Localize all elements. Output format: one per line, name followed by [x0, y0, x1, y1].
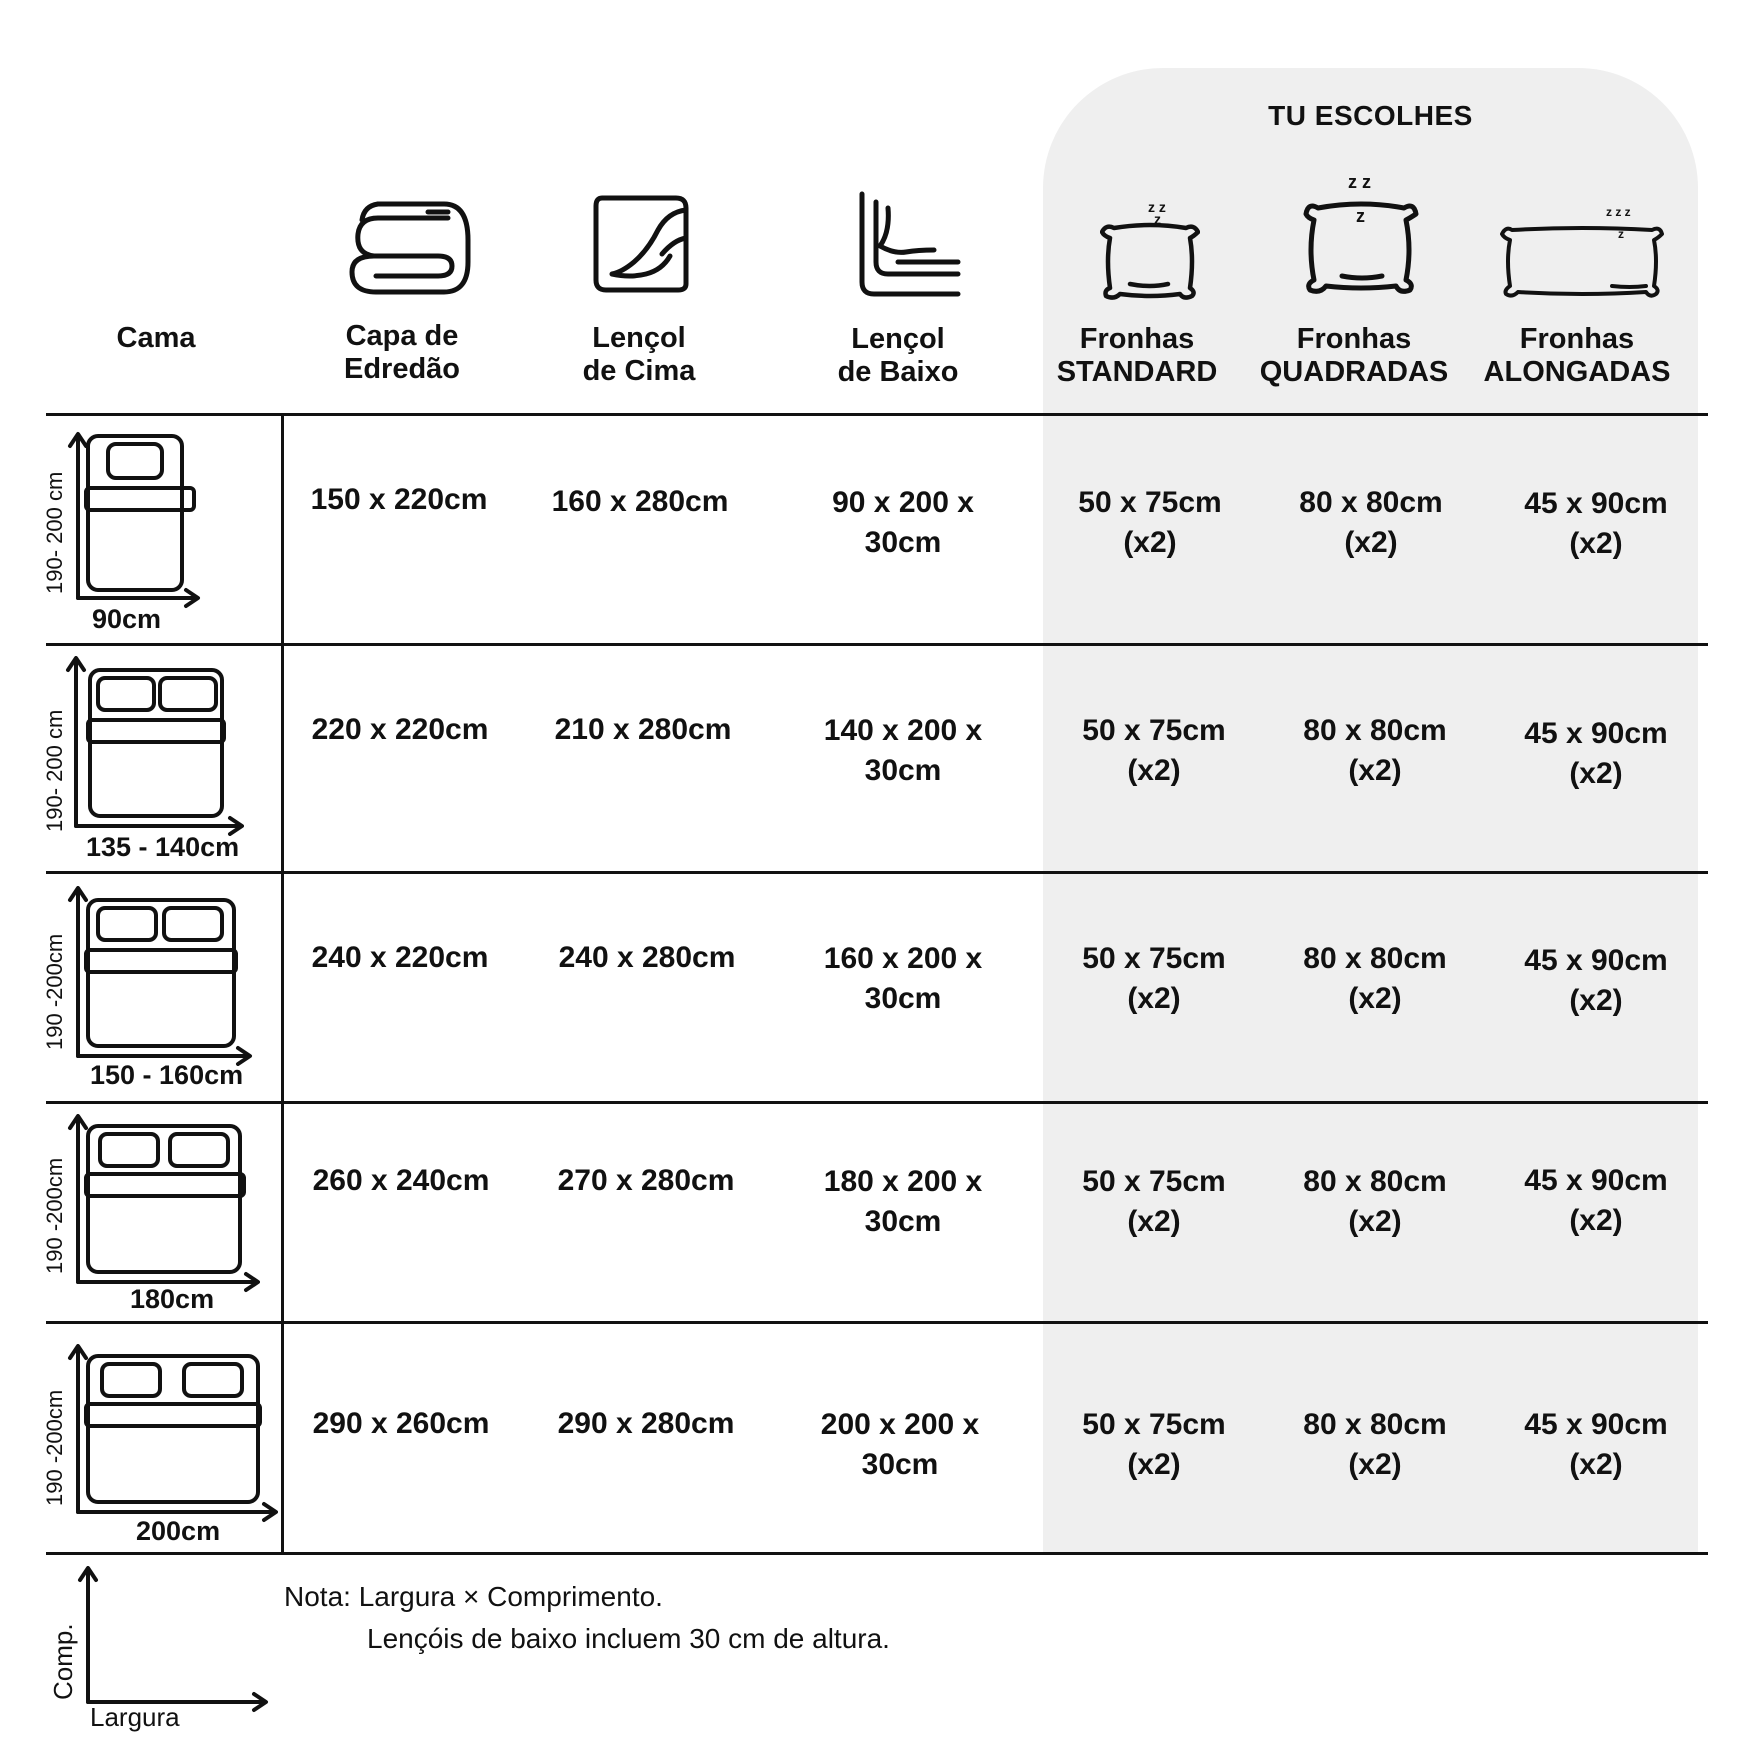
- queen-bed-icon: [64, 886, 254, 1066]
- col-header-fitted-sheet: Lençol de Baixo: [837, 323, 959, 388]
- super-king-bed-icon: [64, 1344, 278, 1524]
- fitted-sheet-size: 200 x 200 x 30cm: [820, 1408, 980, 1481]
- fitted-sheet-size: 90 x 200 x 30cm: [832, 486, 974, 559]
- row-divider: [46, 871, 1708, 874]
- col-header-long: Fronhas ALONGADAS: [1483, 323, 1671, 388]
- pillow-standard-size: 50 x 75cm (x2): [1082, 1408, 1226, 1481]
- bed-width-label: 180cm: [130, 1284, 215, 1314]
- svg-text:z: z: [1154, 211, 1161, 227]
- pillow-square-size: 80 x 80cm (x2): [1299, 486, 1443, 559]
- col-header-bed: Cama: [116, 322, 196, 354]
- top-sheet-size: 290 x 280cm: [557, 1407, 735, 1440]
- fitted-sheet-size: 180 x 200 x 30cm: [823, 1165, 983, 1238]
- top-sheet-size: 270 x 280cm: [557, 1164, 735, 1197]
- fitted-sheet-size: 140 x 200 x 30cm: [823, 714, 983, 787]
- row-divider: [46, 1552, 1708, 1555]
- king-bed-icon: [64, 1114, 260, 1294]
- pillow-long-icon: [1500, 204, 1664, 300]
- legend-horizontal-label: Largura: [90, 1702, 180, 1732]
- duvet-size: 290 x 260cm: [312, 1407, 490, 1440]
- bed-width-label: 135 - 140cm: [86, 832, 240, 862]
- pillow-square-size: 80 x 80cm (x2): [1303, 1408, 1447, 1481]
- row-divider: [46, 1101, 1708, 1104]
- pillow-square-size: 80 x 80cm (x2): [1303, 714, 1447, 787]
- axes-legend-icon: [74, 1566, 274, 1716]
- svg-text:z z: z z: [1148, 200, 1166, 215]
- bed-length-label: 190 -200cm: [42, 933, 67, 1050]
- pillow-long-size: 45 x 90cm (x2): [1524, 487, 1668, 560]
- top-sheet-size: 160 x 280cm: [551, 485, 729, 518]
- svg-text:z: z: [1618, 227, 1624, 241]
- row-divider: [46, 413, 1708, 416]
- fitted-sheet-size: 160 x 200 x 30cm: [823, 942, 983, 1015]
- fitted-sheet-icon: [858, 190, 962, 298]
- duvet-size: 240 x 220cm: [311, 941, 489, 974]
- col-header-standard: Fronhas STANDARD: [1056, 323, 1218, 388]
- bed-width-label: 150 - 160cm: [90, 1060, 244, 1090]
- svg-text:z z z: z z z: [1606, 205, 1631, 219]
- pillow-long-size: 45 x 90cm (x2): [1524, 717, 1668, 790]
- pillow-standard-icon: [1100, 200, 1200, 300]
- legend-vertical-label: Comp.: [48, 1623, 78, 1700]
- pillow-square-size: 80 x 80cm (x2): [1303, 942, 1447, 1015]
- single-bed-icon: [64, 430, 204, 610]
- bed-length-label: 190- 200 cm: [42, 471, 67, 594]
- duvet-size: 220 x 220cm: [311, 713, 489, 746]
- svg-text:z: z: [1356, 206, 1365, 226]
- pillow-standard-size: 50 x 75cm (x2): [1082, 942, 1226, 1015]
- pillow-standard-size: 50 x 75cm (x2): [1082, 1165, 1226, 1238]
- duvet-size: 150 x 220cm: [310, 483, 488, 516]
- duvet-size: 260 x 240cm: [312, 1164, 490, 1197]
- pillow-standard-size: 50 x 75cm (x2): [1078, 486, 1222, 559]
- col-header-square: Fronhas QUADRADAS: [1259, 323, 1449, 388]
- pillow-long-size: 45 x 90cm (x2): [1524, 1164, 1668, 1237]
- svg-text:z z: z z: [1348, 172, 1372, 192]
- row-divider: [46, 1321, 1708, 1324]
- pillow-standard-size: 50 x 75cm (x2): [1082, 714, 1226, 787]
- top-sheet-size: 210 x 280cm: [554, 713, 732, 746]
- top-sheet-size: 240 x 280cm: [558, 941, 736, 974]
- bed-length-label: 190- 200 cm: [42, 709, 67, 832]
- choose-title: TU ESCOLHES: [1268, 100, 1473, 131]
- col-header-top-sheet: Lençol de Cima: [582, 322, 696, 387]
- note-line-1: Nota: Largura × Comprimento.: [284, 1581, 663, 1612]
- pillow-square-size: 80 x 80cm (x2): [1303, 1165, 1447, 1238]
- row-divider: [46, 643, 1708, 646]
- bed-width-label: 200cm: [136, 1516, 221, 1546]
- pillow-square-icon: [1302, 172, 1420, 296]
- top-sheet-icon: [592, 194, 692, 294]
- bed-length-label: 190 -200cm: [42, 1389, 67, 1506]
- bed-length-label: 190 -200cm: [42, 1157, 67, 1274]
- duvet-icon: [348, 200, 472, 296]
- bed-width-label: 90cm: [92, 604, 162, 634]
- column-divider: [281, 413, 284, 1555]
- pillow-long-size: 45 x 90cm (x2): [1524, 944, 1668, 1017]
- double-bed-icon: [64, 656, 244, 836]
- pillow-long-size: 45 x 90cm (x2): [1524, 1408, 1668, 1481]
- col-header-duvet: Capa de Edredão: [343, 320, 461, 385]
- note-line-2: Lençóis de baixo incluem 30 cm de altura.: [367, 1623, 890, 1654]
